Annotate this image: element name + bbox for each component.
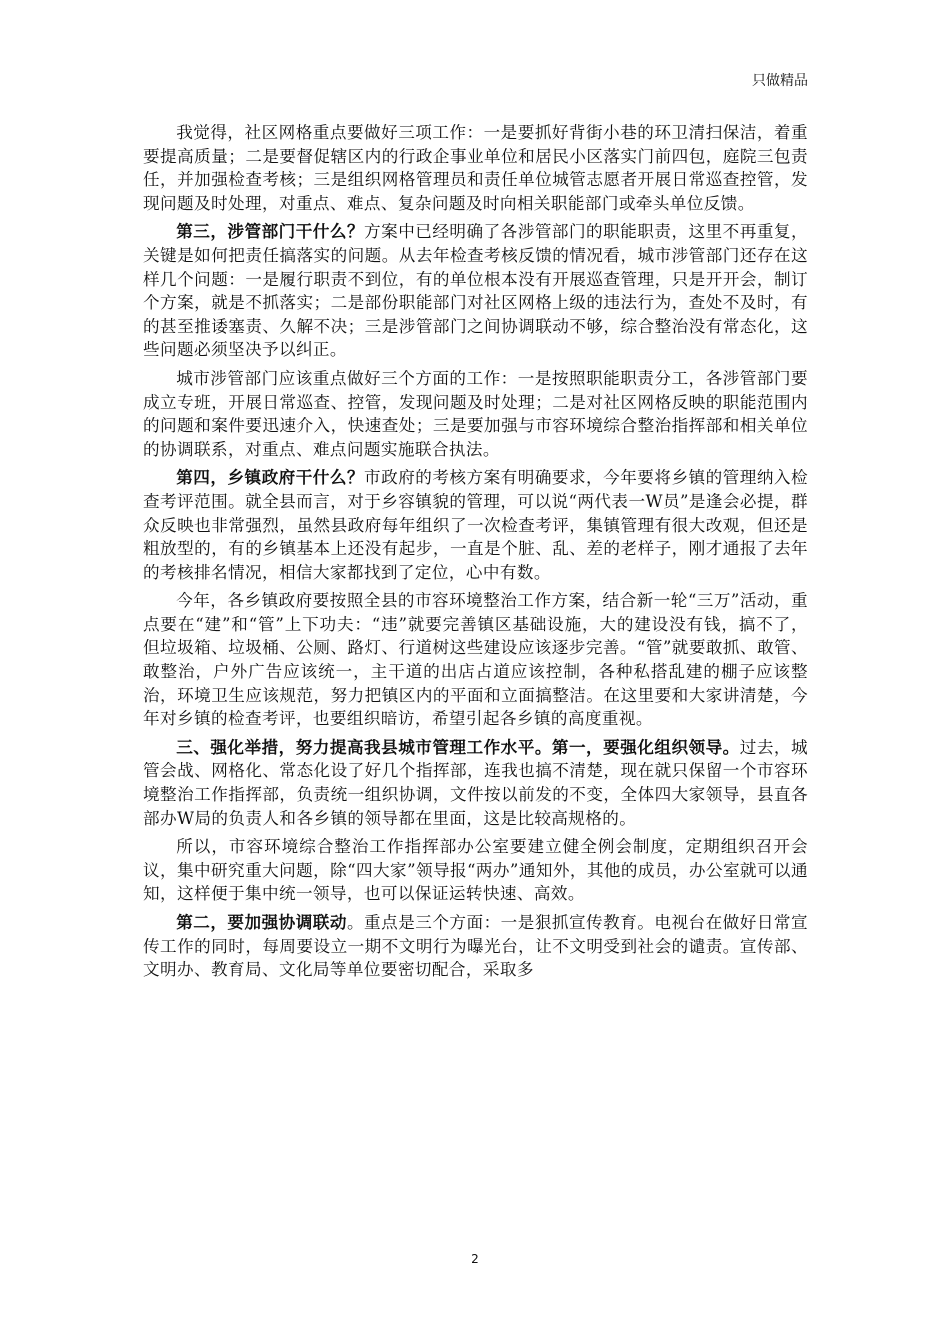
page-header: 只做精品: [752, 73, 808, 89]
paragraph-6-heading: 三、强化举措，努力提高我县城市管理工作水平。第一，要强化组织领导。: [176, 736, 740, 757]
paragraph-2: [143, 220, 808, 362]
paragraph-1: [143, 121, 808, 215]
paragraph-5: [143, 589, 808, 731]
paragraph-8: [143, 911, 808, 982]
paragraph-7: [143, 835, 808, 906]
paragraph-3: [143, 367, 808, 461]
paragraph-2-text: 方案中已经明确了各涉管部门的职能职责，这里不再重复，关键是如何把责任搞落实的问题。从去年检查考核反馈的情况看，城市涉管部门还存在这样几个问题：一是履行职责不到位，有的单位根本没有开展巡查管理，只是开开会，制订个方案，就是不抓落实；二是部份职能部门对社区网格上级的违法行为，查处不及时，有的甚至推诿塞责、久解不决；三是涉管部门之间协调联动不够，综合整治没有常态化，这些问题必须坚决予以纠正。: [143, 222, 808, 360]
paragraph-2-heading: 第三，涉管部门干什么？: [176, 221, 365, 242]
paragraph-6: [143, 736, 808, 830]
paragraph-1-text: 我觉得，社区网格重点要做好三项工作：一是要抓好背街小巷的环卫清扫保洁，着重要提高质量；二是要督促辖区内的行政企事业单位和居民小区落实门前四包，庭院三包责任，并加强检查考核；三是组织网格管理员和责任单位城管志愿者开展日常巡查控管，发现问题及时处理，对重点、难点、复杂问题及时向相关职能部门或牵头单位反馈。: [143, 123, 808, 213]
page-number: 2: [471, 1252, 479, 1266]
paragraph-8-heading: 第二，要加强协调联动: [176, 912, 347, 932]
paragraph-3-text: 城市涉管部门应该重点做好三个方面的工作：一是按照职能职责分工，各涉管部门要成立专班，开展日常巡查、控管，发现问题及时处理；二是对社区网格反映的职能范围内的问题和案件要迅速介入，快速查处；三是要加强与市容环境综合整治指挥部和相关单位的协调联系，对重点、难点问题实施联合执法。: [143, 368, 808, 459]
paragraph-5-text: 今年，各乡镇政府要按照全县的市容环境整治工作方案，结合新一轮“三万”活动，重点要在“建”和“管”上下功夫：“违”就要完善镇区基础设施，大的建设没有钱，搞不了，但垃圾箱、垃圾桶、公厕、路灯、行道树这些建设应该逐步完善。“管”就要敢抓、敢管、敢整治，户外广告应该统一，主干道的出店占道应该控制，各种私搭乱建的棚子应该整治，环境卫生应该规范，努力把镇区内的平面和立面搞整洁。在这里要和大家讲清楚，今年对乡镇的检查考评，也要组织暗访，希望引起各乡镇的高度重视。: [143, 591, 808, 729]
paragraph-6-text: 过去，城管会战、网格化、常态化设了好几个指挥部，连我也搞不清楚，现在就只保留一个市容环境整治工作指挥部，负责统一组织协调，文件按以前发的不变，全体四大家领导，县直各部办W局的负责人和各乡镇的领导都在里面，这是比较高规格的。: [143, 737, 808, 828]
paragraph-4-text: 市政府的考核方案有明确要求，今年要将乡镇的管理纳入检查考评范围。就全县而言，对于乡容镇貌的管理，可以说“两代表一W员”是逢会必提，群众反映也非常强烈，虽然县政府每年组织了一次检查考评，集镇管理有很大改观，但还是粗放型的，有的乡镇基本上还没有起步，一直是个脏、乱、差的老样子，刚才通报了去年的考核排名情况，相信大家都找到了定位，心中有数。: [143, 468, 808, 582]
paragraph-8-text: 。重点是三个方面：一是狠抓宣传教育。电视台在做好日常宣传工作的同时，每周要设立一期不文明行为曝光台，让不文明受到社会的谴责。宣传部、文明办、教育局、文化局等单位要密切配合，采取多: [143, 913, 808, 980]
document-body: [143, 121, 808, 987]
paragraph-4-heading: 第四，乡镇政府干什么？: [176, 467, 365, 488]
paragraph-7-text: 所以，市容环境综合整治工作指挥部办公室要建立健全例会制度，定期组织召开会议，集中研究重大问题，除“四大家”领导报“两办”通知外，其他的成员，办公室就可以通知，这样便于集中统一领导，也可以保证运转快速、高效。: [143, 837, 808, 904]
paragraph-4: [143, 466, 808, 584]
